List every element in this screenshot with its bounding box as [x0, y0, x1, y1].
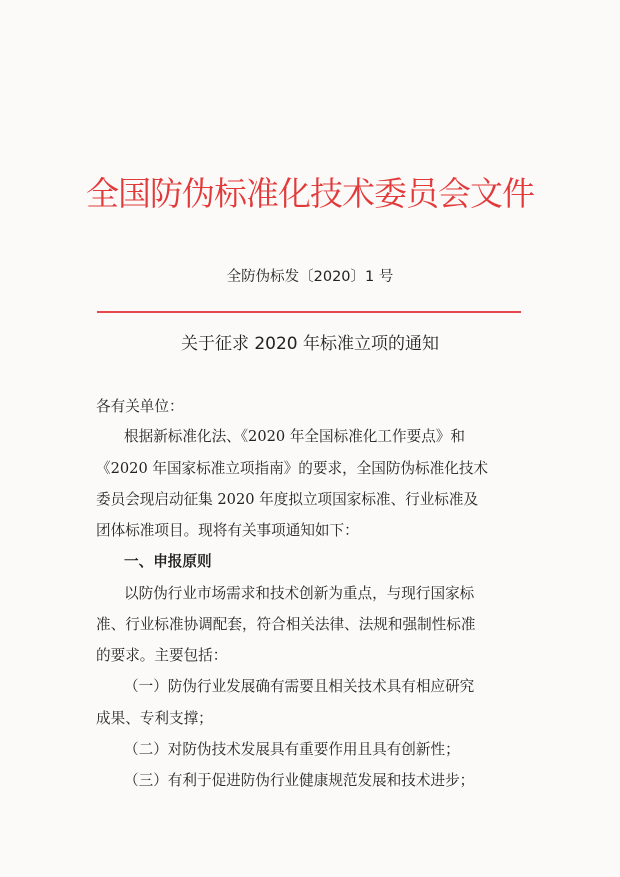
red-divider-line [97, 311, 521, 313]
document-number: 全防伪标发〔2020〕1 号 [226, 269, 394, 285]
item-3: （三）有利于促进防伪行业健康规范发展和技术进步； [124, 772, 475, 789]
intro-line: 根据新标准化法、《2020 年全国标准化工作要点》和 [124, 428, 465, 445]
intro-line: 委员会现启动征集 2020 年度拟立项国家标准、行业标准及 [96, 491, 479, 508]
salutation: 各有关单位： [96, 398, 184, 415]
section-1-line: 的要求。主要包括： [96, 647, 228, 664]
section-1-line: 准、行业标准协调配套，符合相关法律、法规和强制性标准 [96, 616, 476, 633]
notice-title: 关于征求 2020 年标准立项的通知 [180, 334, 440, 354]
document-header-title: 全国防伪标准化技术委员会文件 [86, 174, 534, 213]
item-1-line: 成果、专利支撑； [96, 710, 213, 727]
section-1-line: 以防伪行业市场需求和技术创新为重点，与现行国家标 [124, 585, 475, 602]
section-1-heading: 一、申报原则 [124, 553, 212, 570]
item-1-line: （一）防伪行业发展确有需要且相关技术具有相应研究 [124, 678, 475, 695]
intro-line: 《2020 年国家标准立项指南》的要求，全国防伪标准化技术 [96, 460, 489, 477]
item-2: （二）对防伪技术发展具有重要作用且具有创新性； [124, 741, 460, 758]
intro-line: 团体标准项目。现将有关事项通知如下： [96, 522, 359, 539]
